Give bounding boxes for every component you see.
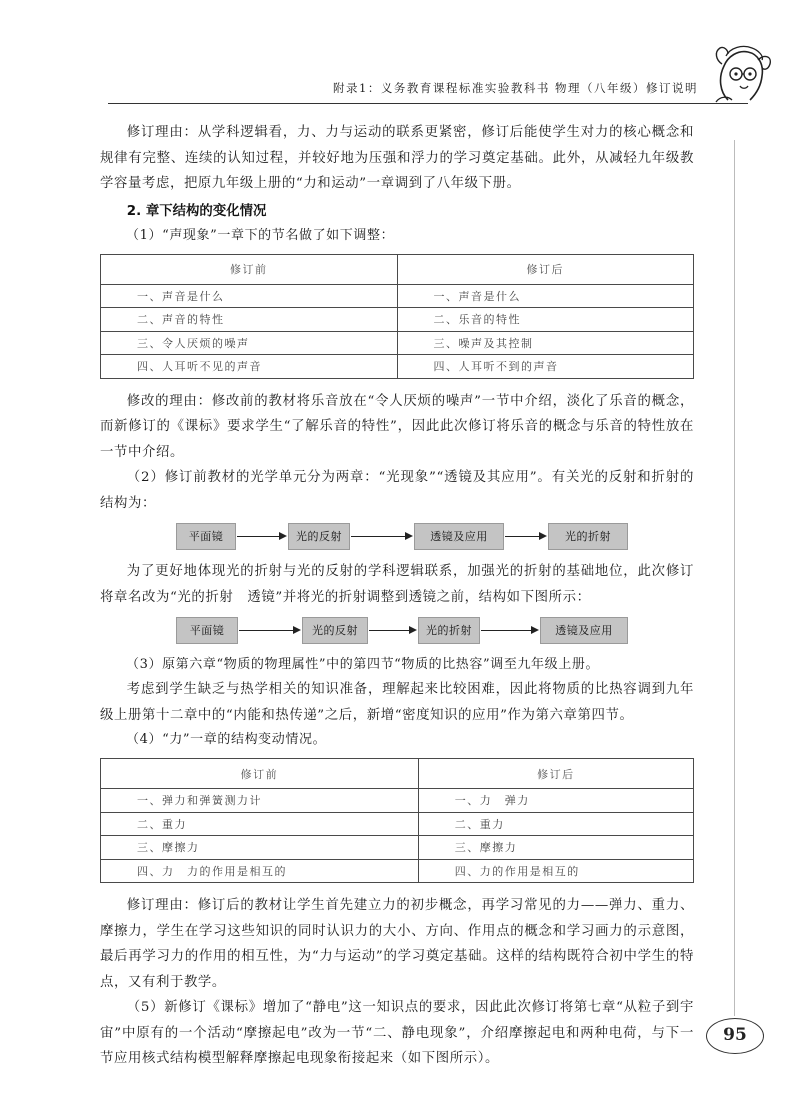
table-cell: 一、声音是什么 <box>101 284 398 308</box>
table-cell: 三、摩擦力 <box>101 836 419 860</box>
item-3-reason: 考虑到学生缺乏与热学相关的知识准备，理解起来比较困难，因此将物质的比热容调到九年级上册第十二章中的“内能和热传递”之后，新增“密度知识的应用”作为第六章第四节。 <box>100 682 694 723</box>
header-rule <box>108 103 748 104</box>
item-4-intro: （4）“力”一章的结构变动情况。 <box>126 732 327 747</box>
flow-box: 透镜及应用 <box>540 617 628 644</box>
arrow-right-icon <box>237 536 285 537</box>
table-row <box>101 308 694 332</box>
table-cell: 二、重力 <box>418 812 693 836</box>
item-5-paragraph: （5）新修订《课标》增加了“静电”这一知识点的要求，因此此次修订将第七章“从粒子到宇宙”中原有的一个活动“摩擦起电”改为一节“二、静电现象”，介绍摩擦起电和两种电荷，与下一节应用核式结构模型解释摩擦起电现象衔接起来（如下图所示）。 <box>100 1000 694 1066</box>
item-2-intro: （2）修订前教材的光学单元分为两章：“光现象”“透镜及其应用”。有关光的反射和折射的结构为： <box>100 470 694 511</box>
item-2-after: 为了更好地体现光的折射与光的反射的学科逻辑联系，加强光的折射的基础地位，此次修订将章名改为“光的折射 透镜”并将光的折射调整到透镜之前，结构如下图所示： <box>100 564 694 605</box>
intro-paragraph: 修订理由：从学科逻辑看，力、力与运动的联系更紧密，修订后能使学生对力的核心概念和规律有完整、连续的认知过程，并较好地为压强和浮力的学习奠定基础。此外，从减轻九年级教学容量考虑，把原九年级上册的“力和运动”一章调到了八年级下册。 <box>100 125 694 191</box>
table-row <box>101 331 694 355</box>
item-3: （3）原第六章“物质的物理属性”中的第四节“物质的比热容”调至九年级上册。 <box>126 657 600 672</box>
page-body <box>100 120 694 1072</box>
margin-rule <box>734 140 735 1016</box>
table-row <box>101 812 694 836</box>
table-row <box>101 789 694 813</box>
table-cell: 四、人耳听不到的声音 <box>397 355 694 379</box>
table-cell: 一、力 弹力 <box>418 789 693 813</box>
table-cell: 三、摩擦力 <box>418 836 693 860</box>
flow-box: 透镜及应用 <box>414 523 504 550</box>
flow-box: 光的反射 <box>288 523 350 550</box>
sound-chapter-table <box>100 254 694 379</box>
item-1-intro: （1）“声现象”一章下的节名做了如下调整： <box>126 227 395 243</box>
table-row <box>101 836 694 860</box>
flow-after <box>100 617 694 647</box>
reason-4-paragraph: 修订理由：修订后的教材让学生首先建立力的初步概念，再学习常见的力——弹力、重力、摩擦力，学生在学习这些知识的同时认识力的大小、方向、作用点的概念和学习画力的示意图，最后再学习力的作用的相互性，为“力与运动”的学习奠定基础。这样的结构既符合初中学生的特点，又有利于教学。 <box>100 898 694 990</box>
table-header-after: 修订后 <box>418 759 693 789</box>
table-header-before: 修订前 <box>101 759 419 789</box>
arrow-right-icon <box>351 536 411 537</box>
arrow-right-icon <box>239 630 299 631</box>
section-heading: 2. 章下结构的变化情况 <box>126 203 267 219</box>
flow-box: 平面镜 <box>176 617 238 644</box>
flow-box: 光的反射 <box>302 617 368 644</box>
table-cell: 四、力 力的作用是相互的 <box>101 859 419 883</box>
flow-box: 光的折射 <box>548 523 628 550</box>
table-cell: 三、令人厌烦的噪声 <box>101 331 398 355</box>
table-cell: 二、乐音的特性 <box>397 308 694 332</box>
arrow-right-icon <box>369 630 415 631</box>
running-header: 附录1：义务教育课程标准实验教科书 物理（八年级）修订说明 <box>333 81 698 95</box>
page-header <box>0 0 800 105</box>
table-row <box>101 859 694 883</box>
flow-before <box>100 523 694 553</box>
table-cell: 三、噪声及其控制 <box>397 331 694 355</box>
table-row <box>101 284 694 308</box>
table-cell: 二、重力 <box>101 812 419 836</box>
table-header-after: 修订后 <box>397 254 694 284</box>
table-cell: 一、声音是什么 <box>397 284 694 308</box>
table-cell: 一、弹力和弹簧测力计 <box>101 789 419 813</box>
force-chapter-table <box>100 758 694 883</box>
table-row <box>101 355 694 379</box>
arrow-right-icon <box>505 536 545 537</box>
scientist-mascot-icon <box>706 42 776 106</box>
arrow-right-icon <box>481 630 537 631</box>
table-cell: 二、声音的特性 <box>101 308 398 332</box>
page-number: 95 <box>706 1018 764 1054</box>
table-header-before: 修订前 <box>101 254 398 284</box>
reason-1-paragraph: 修改的理由：修改前的教材将乐音放在“令人厌烦的噪声”一节中介绍，淡化了乐音的概念，而新修订的《课标》要求学生“了解乐音的特性”，因此此次修订将乐音的概念与乐音的特性放在一节中介绍。 <box>100 393 694 460</box>
flow-box: 平面镜 <box>176 523 236 550</box>
flow-box: 光的折射 <box>418 617 480 644</box>
table-cell: 四、人耳听不见的声音 <box>101 355 398 379</box>
table-cell: 四、力的作用是相互的 <box>418 859 693 883</box>
